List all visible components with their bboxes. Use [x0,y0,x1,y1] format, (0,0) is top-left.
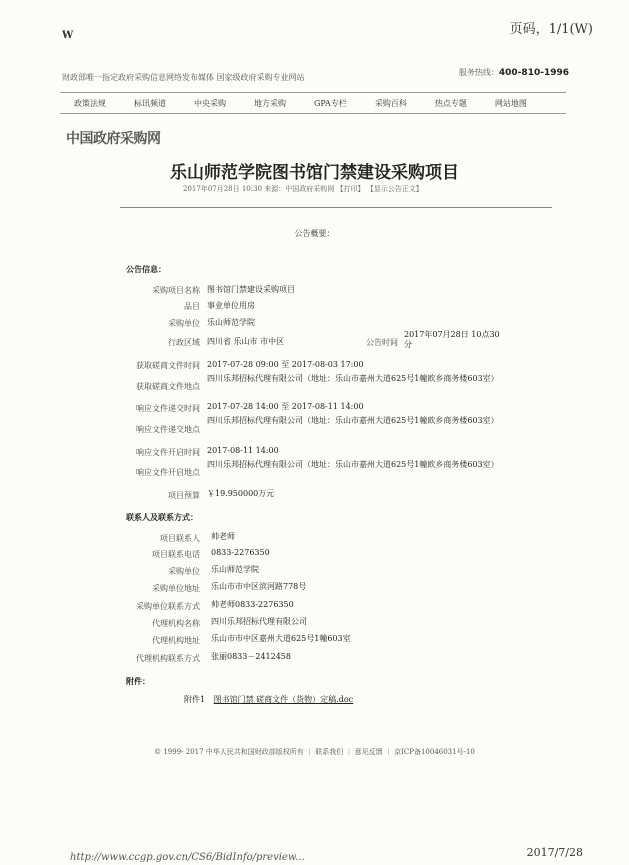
contact-label: 代理机构名称 [152,619,200,628]
contact-value: 乐山市市中区滨河路778号 [211,582,307,591]
nav-item-wiki[interactable]: 采购百科 [374,98,407,108]
submit-place-label: 响应文件递交地点 [136,425,200,434]
region: 四川省 乐山市 市中区 [207,337,285,346]
hotline-label: 服务热线： [458,68,499,77]
open-time-label: 响应文件开启时间 [136,448,200,457]
contact-value: 乐山师范学院 [211,565,259,574]
announce-time: 2017年07月28日 10点30分 [404,330,500,349]
open-time: 2017-08-11 14:00 [207,446,279,455]
contact-label: 采购单位 [168,567,200,576]
hotline-number: 400-810-1996 [498,68,569,78]
main-nav [60,92,566,114]
divider [120,207,552,208]
attachments-heading: 附件： [126,676,150,686]
contact-label: 采购单位地址 [152,584,200,593]
print-url: http://www.ccgp.gov.cn/CS6/BidInfo/preview... [70,852,305,863]
open-place: 四川乐邦招标代理有限公司（地址：乐山市嘉州大道625号1幢欧乡商务楼603室） [207,460,499,469]
contact-value: 四川乐邦招标代理有限公司 [211,617,307,626]
nav-item-sitemap[interactable]: 网站地图 [494,98,527,108]
contact-value: 0833-2276350 [211,548,270,557]
project-name-label: 采购项目名称 [152,286,200,295]
budget: ￥19.950000万元 [207,489,275,498]
site-logo[interactable]: 中国政府采购网 [66,131,161,147]
category: 事业单位用房 [207,301,255,310]
nav-item-local[interactable]: 地方采购 [254,98,286,108]
print-mark: W [62,30,74,41]
get-place: 四川乐邦招标代理有限公司（地址：乐山市嘉州大道625号1幢欧乡商务楼603室） [207,374,499,383]
nav-item-bids[interactable]: 标讯频道 [134,98,166,108]
submit-place: 四川乐邦招标代理有限公司（地址：乐山市嘉州大道625号1幢欧乡商务楼603室） [207,416,499,425]
contact-value: 帅老师0833-2276350 [211,600,294,609]
contact-value: 帅老师 [211,532,235,541]
attachment-label: 附件1 [184,695,206,704]
info-heading: 公告信息： [126,264,166,274]
page-title: 乐山师范学院图书馆门禁建设采购项目 [170,163,459,183]
nav-item-gpa[interactable]: GPA专栏 [314,98,347,108]
purchaser-label: 采购单位 [168,319,200,328]
contact-label: 代理机构联系方式 [136,654,200,663]
contacts-heading: 联系人及联系方式： [126,512,198,522]
service-hotline [459,67,569,78]
submit-time-label: 响应文件递交时间 [136,404,200,413]
submit-time: 2017-07-28 14:00 至 2017-08-11 14:00 [207,402,364,411]
nav-item-central[interactable]: 中央采购 [194,98,226,108]
contact-label: 项目联系电话 [152,550,200,559]
get-time: 2017-07-28 09:00 至 2017-08-03 17:00 [207,360,364,369]
site-tagline: 财政部唯一指定政府采购信息网络发布媒体 国家级政府采购专业网站 [62,73,305,82]
purchaser: 乐山师范学院 [207,318,255,327]
contact-label: 代理机构地址 [152,636,200,645]
contact-label: 采购单位联系方式 [136,602,200,611]
attachment-item [184,695,353,705]
get-time-label: 获取磋商文件时间 [136,361,200,370]
announce-time-label: 公告时间 [366,338,398,347]
article-meta: 2017年07月28日 10:30 来源：中国政府采购网 【打印】 【显示公告正文】 [183,185,423,193]
project-name: 图书馆门禁建设采购项目 [207,285,295,294]
site-footer: © 1999- 2017 中华人民共和国财政部版权所有 ｜ 联系我们 ｜ 意见反馈 ｜ 京ICP备10046031号-10 [154,748,475,756]
region-label: 行政区域 [168,338,200,347]
contact-value: 乐山市市中区嘉州大道625号1幢603室 [211,634,351,643]
contact-label: 项目联系人 [160,534,200,543]
page-number: 页码，1/1(W) [509,22,593,37]
contact-value: 张丽0833－2412458 [211,652,291,661]
nav-item-topics[interactable]: 热点专题 [434,98,467,108]
budget-label: 项目预算 [168,491,200,500]
nav-item-policy[interactable]: 政策法规 [74,98,106,108]
open-place-label: 响应文件开启地点 [136,468,200,477]
category-label: 品目 [184,302,200,311]
print-date: 2017/7/28 [526,846,583,859]
get-place-label: 获取磋商文件地点 [136,382,200,391]
attachment-link[interactable]: 图书馆门禁 磋商文件（货物）定稿.doc [213,695,354,704]
summary-label: 公告概要： [294,229,335,238]
